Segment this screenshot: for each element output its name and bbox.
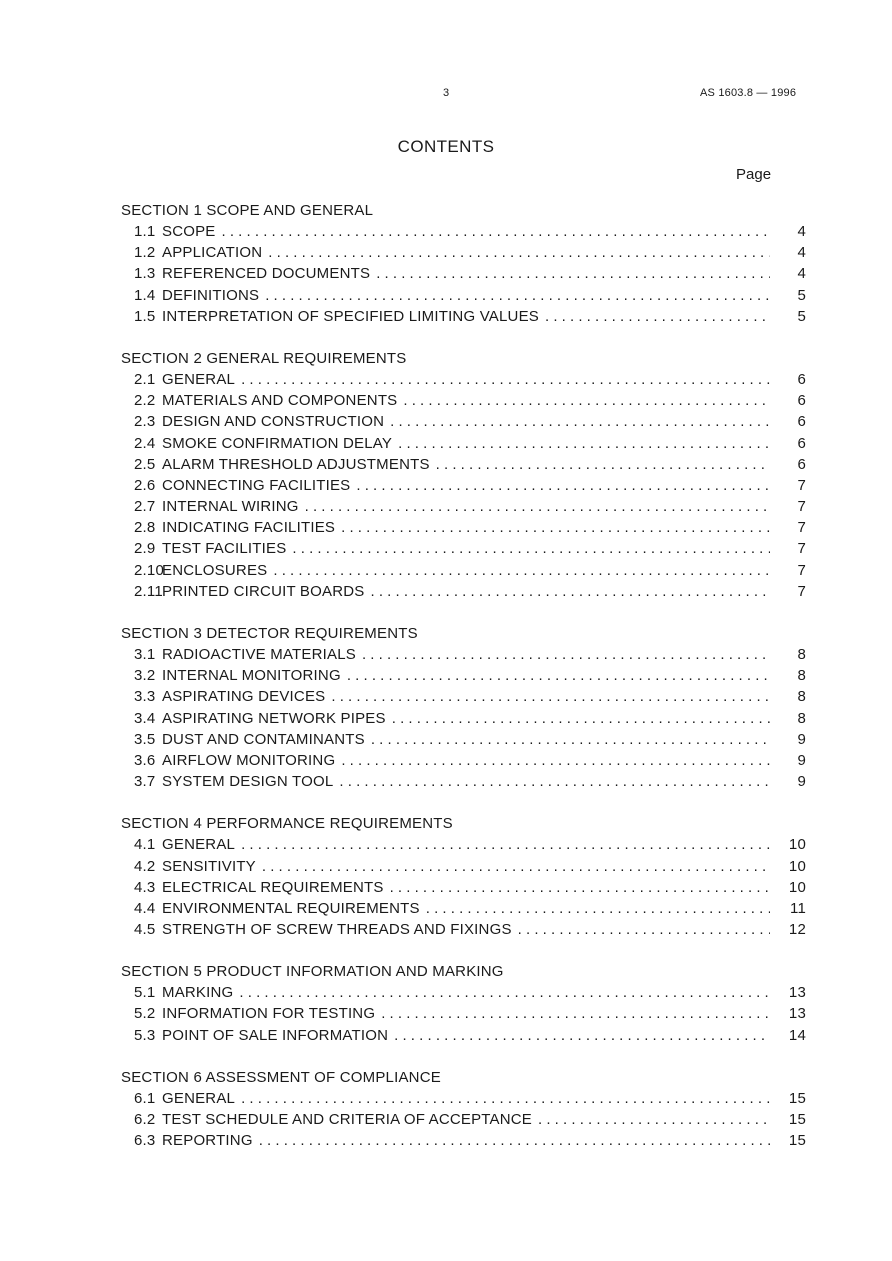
entry-number: 1.2	[134, 244, 156, 262]
entry-page-number: 6	[797, 370, 806, 388]
entry-page-number: 8	[797, 646, 806, 663]
toc-entry	[121, 1003, 806, 1024]
entry-title: SENSITIVITY	[162, 857, 256, 875]
dot-leader	[384, 877, 770, 898]
entry-number: 2.2	[134, 392, 156, 410]
entry-page-number: 8	[797, 667, 806, 685]
entry-title: AIRFLOW MONITORING	[162, 751, 336, 769]
entry-title: PRINTED CIRCUIT BOARDS	[162, 582, 365, 600]
toc-entry	[121, 517, 806, 538]
entry-number: 3.4	[134, 709, 156, 727]
entry-page-number: 10	[788, 878, 806, 896]
entry-title: DESIGN AND CONSTRUCTION	[162, 413, 385, 431]
toc-entry	[121, 581, 806, 602]
dot-leader	[216, 221, 770, 242]
dot-leader	[235, 834, 770, 855]
dot-leader	[386, 708, 770, 729]
entry-page-number: 15	[788, 1089, 806, 1107]
toc-entry	[121, 856, 806, 877]
entry-number: 2.6	[134, 476, 156, 494]
entry-number: 5.2	[134, 1005, 156, 1023]
entry-title: POINT OF SALE INFORMATION	[162, 1026, 389, 1044]
entry-title: REPORTING	[162, 1132, 253, 1150]
dot-leader	[388, 1025, 770, 1046]
entry-number: 2.10	[134, 561, 164, 579]
dot-leader	[350, 475, 770, 496]
entry-number: 3.6	[134, 751, 156, 769]
toc-entry	[121, 898, 806, 919]
entry-number: 4.1	[134, 836, 156, 854]
entry-number: 2.9	[134, 540, 156, 558]
entry-number: 2.8	[134, 519, 156, 537]
section-heading: SECTION 4 PERFORMANCE REQUIREMENTS	[121, 815, 453, 833]
page-number: 3	[442, 87, 450, 99]
entry-title: INTERNAL MONITORING	[162, 667, 341, 685]
toc-section	[121, 961, 806, 1046]
section-heading: SECTION 6 ASSESSMENT OF COMPLIANCE	[121, 1068, 441, 1086]
entry-title: TEST SCHEDULE AND CRITERIA OF ACCEPTANCE	[162, 1111, 533, 1128]
entry-number: 3.1	[134, 646, 156, 663]
entry-number: 6.1	[134, 1089, 156, 1107]
section-heading: SECTION 5 PRODUCT INFORMATION AND MARKING	[121, 963, 504, 981]
dot-leader	[364, 581, 770, 602]
entry-title: INTERPRETATION OF SPECIFIED LIMITING VALUES	[162, 307, 539, 325]
entry-page-number: 5	[797, 307, 806, 325]
dot-leader	[356, 644, 770, 665]
entry-title: RADIOACTIVE MATERIALS	[162, 646, 356, 663]
entry-number: 2.5	[134, 455, 156, 473]
entry-page-number: 7	[797, 540, 806, 558]
toc-entry	[121, 644, 806, 665]
dot-leader	[370, 263, 770, 284]
entry-page-number: 6	[797, 413, 806, 431]
entry-title: GENERAL	[162, 1089, 236, 1107]
dot-leader	[286, 538, 770, 559]
entry-title: ENVIRONMENTAL REQUIREMENTS	[162, 899, 420, 917]
entry-page-number: 8	[797, 709, 806, 727]
dot-leader	[335, 750, 770, 771]
entry-page-number: 9	[797, 773, 806, 791]
dot-leader	[333, 771, 770, 792]
entry-number: 1.5	[134, 307, 156, 325]
entry-title: INDICATING FACILITIES	[162, 519, 336, 537]
entry-title: ASPIRATING DEVICES	[162, 688, 326, 706]
entry-number: 5.1	[134, 984, 156, 1002]
entry-title: STRENGTH OF SCREW THREADS AND FIXINGS	[162, 921, 512, 939]
toc-section	[121, 813, 806, 940]
dot-leader	[267, 560, 770, 581]
entry-title: GENERAL	[162, 370, 236, 388]
dot-leader	[235, 369, 770, 390]
entry-number: 4.4	[134, 899, 156, 917]
entry-number: 4.3	[134, 878, 156, 896]
entry-number: 2.11	[134, 582, 163, 600]
dot-leader	[299, 496, 770, 517]
toc-entry	[121, 919, 806, 940]
entry-page-number: 7	[797, 582, 806, 600]
dot-leader	[384, 411, 770, 432]
toc-entry	[121, 263, 806, 284]
table-of-contents	[121, 200, 806, 1172]
dot-leader	[397, 390, 770, 411]
entry-page-number: 13	[788, 1005, 806, 1023]
entry-number: 4.5	[134, 921, 156, 939]
toc-entry	[121, 221, 806, 242]
entry-page-number: 4	[797, 223, 806, 240]
toc-entry	[121, 771, 806, 792]
dot-leader	[532, 1109, 770, 1130]
entry-title: MATERIALS AND COMPONENTS	[162, 392, 398, 410]
toc-entry	[121, 1088, 806, 1109]
entry-page-number: 7	[797, 561, 806, 579]
entry-title: ELECTRICAL REQUIREMENTS	[162, 878, 384, 896]
entry-number: 2.1	[134, 370, 156, 388]
toc-section	[121, 200, 806, 327]
entry-number: 4.2	[134, 857, 156, 875]
entry-number: 5.3	[134, 1026, 156, 1044]
toc-section	[121, 1067, 806, 1152]
toc-entry	[121, 877, 806, 898]
entry-title: DUST AND CONTAMINANTS	[162, 730, 365, 748]
section-heading: SECTION 1 SCOPE AND GENERAL	[121, 202, 374, 219]
entry-page-number: 9	[797, 751, 806, 769]
toc-entry	[121, 475, 806, 496]
entry-title: SYSTEM DESIGN TOOL	[162, 773, 334, 791]
toc-entry	[121, 834, 806, 855]
toc-entry	[121, 686, 806, 707]
dot-leader	[539, 306, 770, 327]
toc-entry	[121, 1025, 806, 1046]
entry-page-number: 7	[797, 519, 806, 537]
entry-page-number: 14	[788, 1026, 806, 1044]
entry-page-number: 12	[788, 921, 806, 939]
entry-title: SCOPE	[162, 223, 216, 240]
toc-entry	[121, 1109, 806, 1130]
entry-number: 2.3	[134, 413, 156, 431]
entry-number: 1.3	[134, 265, 156, 283]
toc-entry	[121, 708, 806, 729]
document-reference: AS 1603.8 — 1996	[700, 87, 797, 99]
entry-number: 6.2	[134, 1111, 156, 1128]
entry-page-number: 15	[788, 1111, 806, 1128]
entry-title: ALARM THRESHOLD ADJUSTMENTS	[162, 455, 430, 473]
toc-section	[121, 348, 806, 602]
dot-leader	[325, 686, 770, 707]
entry-number: 6.3	[134, 1132, 156, 1150]
entry-title: ASPIRATING NETWORK PIPES	[162, 709, 386, 727]
entry-title: DEFINITIONS	[162, 286, 260, 304]
section-heading: SECTION 3 DETECTOR REQUIREMENTS	[121, 625, 418, 642]
dot-leader	[233, 982, 770, 1003]
entry-page-number: 11	[790, 899, 806, 917]
entry-title: REFERENCED DOCUMENTS	[162, 265, 371, 283]
entry-page-number: 10	[788, 836, 806, 854]
entry-title: GENERAL	[162, 836, 236, 854]
entry-page-number: 15	[788, 1132, 806, 1150]
entry-page-number: 4	[797, 265, 806, 283]
entry-page-number: 7	[797, 498, 806, 516]
toc-entry	[121, 285, 806, 306]
entry-title: APPLICATION	[162, 244, 263, 262]
toc-entry	[121, 729, 806, 750]
entry-number: 3.7	[134, 773, 156, 791]
entry-page-number: 13	[788, 984, 806, 1002]
entry-page-number: 6	[797, 392, 806, 410]
dot-leader	[341, 665, 770, 686]
dot-leader	[365, 729, 770, 750]
entry-number: 2.4	[134, 434, 156, 452]
dot-leader	[392, 433, 770, 454]
entry-page-number: 10	[788, 857, 806, 875]
entry-page-number: 6	[797, 455, 806, 473]
entry-title: MARKING	[162, 984, 234, 1002]
toc-entry	[121, 750, 806, 771]
toc-entry	[121, 390, 806, 411]
contents-title: CONTENTS	[397, 137, 495, 156]
entry-number: 1.1	[134, 223, 156, 240]
entry-title: ENCLOSURES	[162, 561, 268, 579]
entry-page-number: 9	[797, 730, 806, 748]
entry-number: 3.2	[134, 667, 156, 685]
toc-section	[121, 623, 806, 792]
toc-entry	[121, 433, 806, 454]
toc-entry	[121, 242, 806, 263]
entry-page-number: 7	[797, 476, 806, 494]
toc-entry	[121, 306, 806, 327]
toc-entry	[121, 665, 806, 686]
dot-leader	[259, 285, 770, 306]
toc-entry	[121, 454, 806, 475]
toc-entry	[121, 369, 806, 390]
entry-title: TEST FACILITIES	[162, 540, 287, 558]
entry-title: INFORMATION FOR TESTING	[162, 1005, 376, 1023]
entry-number: 1.4	[134, 286, 156, 304]
dot-leader	[335, 517, 770, 538]
entry-number: 3.3	[134, 688, 156, 706]
dot-leader	[262, 242, 770, 263]
toc-entry	[121, 411, 806, 432]
entry-page-number: 6	[797, 434, 806, 452]
toc-entry	[121, 982, 806, 1003]
dot-leader	[420, 898, 770, 919]
toc-entry	[121, 538, 806, 559]
toc-entry	[121, 1130, 806, 1151]
dot-leader	[235, 1088, 770, 1109]
page-column-heading: Page	[736, 166, 772, 183]
entry-page-number: 4	[797, 244, 806, 262]
dot-leader	[253, 1130, 770, 1151]
section-heading: SECTION 2 GENERAL REQUIREMENTS	[121, 349, 407, 367]
entry-page-number: 5	[797, 286, 806, 304]
entry-title: INTERNAL WIRING	[162, 498, 299, 516]
entry-title: SMOKE CONFIRMATION DELAY	[162, 434, 393, 452]
entry-page-number: 8	[797, 688, 806, 706]
entry-number: 2.7	[134, 498, 156, 516]
dot-leader	[430, 454, 770, 475]
dot-leader	[375, 1003, 770, 1024]
entry-number: 3.5	[134, 730, 156, 748]
toc-entry	[121, 496, 806, 517]
entry-title: CONNECTING FACILITIES	[162, 476, 351, 494]
dot-leader	[512, 919, 770, 940]
toc-entry	[121, 560, 806, 581]
dot-leader	[256, 856, 770, 877]
